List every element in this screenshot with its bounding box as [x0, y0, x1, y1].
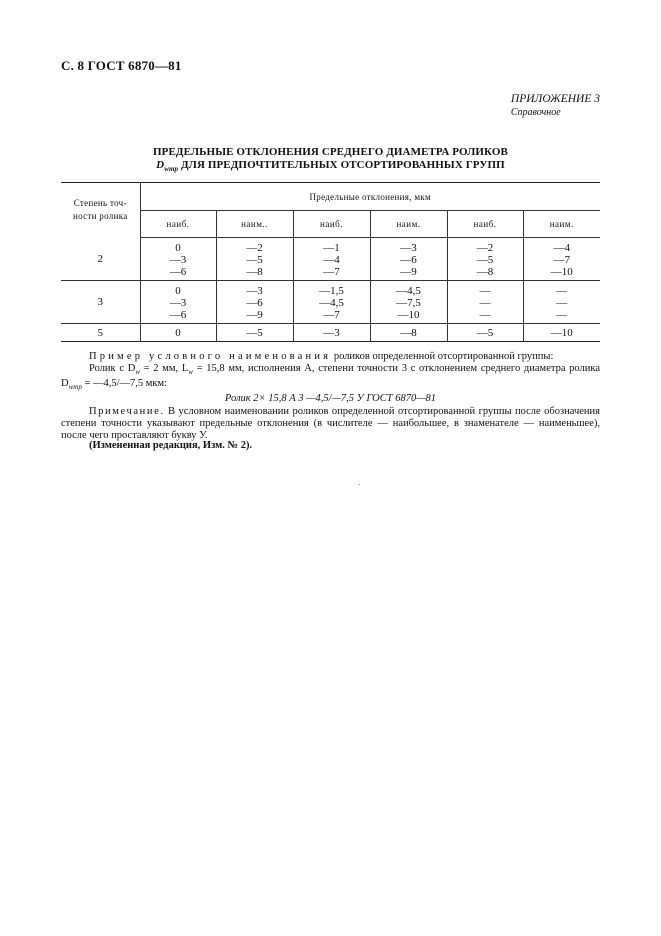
value-cell: —2 —5 —8 — [216, 238, 293, 281]
value-cell: 0 — [140, 324, 216, 342]
value-cell: —5 — [216, 324, 293, 342]
example-body: Ролик с $D_w = 2$ мм, $L_w = 15,8$ мм, исполнения А, степени точности 3 с отклонением среднего диаметра ролика $D_{wmp}$ = —4,5/—7,5 мкм: — [61, 363, 601, 392]
appendix-kind: Справочное — [510, 107, 561, 118]
subheader-max: наиб. — [293, 211, 370, 238]
table-row — [61, 238, 600, 281]
value-cell: — — — — [523, 281, 600, 324]
header-accuracy-class-line2: ности ролика — [72, 211, 128, 222]
example-heading — [61, 351, 600, 363]
header-deviations: Предельные отклонения, мкм — [140, 183, 600, 211]
table-title-line1: ПРЕДЕЛЬНЫЕ ОТКЛОНЕНИЯ СРЕДНЕГО ДИАМЕТРА РОЛИКОВ — [153, 146, 508, 158]
value-cell: —3 —6 —9 — [216, 281, 293, 324]
subheader-min: наим. — [370, 211, 447, 238]
subheader-max: наиб. — [140, 211, 216, 238]
value-cell: —3 — [293, 324, 370, 342]
value-cell: —4 —7 —10 — [523, 238, 600, 281]
table-title-line2-text: ДЛЯ ПРЕДПОЧТИТЕЛЬНЫХ ОТСОРТИРОВАННЫХ ГРУПП — [178, 159, 505, 171]
scan-speck — [359, 484, 360, 485]
accuracy-class-cell: 3 — [61, 281, 140, 324]
example-formula: Ролик 2× 15,8 А 3 —4,5/—7,5 У ГОСТ 6870—81 — [224, 393, 437, 405]
note-section — [61, 406, 600, 442]
subheader-min: наим. — [523, 211, 600, 238]
page-header: С. 8 ГОСТ 6870—81 — [61, 58, 182, 73]
example-section — [61, 351, 600, 405]
value-cell: —8 — [370, 324, 447, 342]
value-cell: 0 —3 —6 — [140, 281, 216, 324]
value-cell: —5 — [447, 324, 523, 342]
value-cell: —2 —5 —8 — [447, 238, 523, 281]
value-cell: —1,5 —4,5 —7 — [293, 281, 370, 324]
example-heading-spaced: Пример условного наименования — [89, 351, 332, 362]
value-cell: —3 —6 —9 — [370, 238, 447, 281]
value-cell: —1 —4 —7 — [293, 238, 370, 281]
example-heading-rest: роликов определенной отсортированной группы: — [331, 351, 554, 362]
appendix-title: ПРИЛОЖЕНИЕ 3 — [510, 93, 600, 105]
accuracy-class-cell: 5 — [61, 324, 140, 342]
value-cell: —10 — [523, 324, 600, 342]
table-title-line2 — [61, 159, 600, 176]
value-cell: 0 —3 —6 — [140, 238, 216, 281]
accuracy-class-cell: 2 — [61, 238, 140, 281]
header-accuracy-class — [61, 183, 140, 238]
diameter-symbol-sub: wmp — [164, 165, 179, 174]
appendix-label — [511, 93, 600, 119]
table-row — [61, 281, 600, 324]
subheader-max: наиб. — [447, 211, 523, 238]
table-row — [61, 324, 600, 342]
table-title — [61, 146, 600, 176]
diameter-symbol: D — [156, 159, 165, 171]
value-cell: — — — — [447, 281, 523, 324]
note-heading: Примечание. — [89, 406, 165, 417]
value-cell: —4,5 —7,5 —10 — [370, 281, 447, 324]
deviations-table — [61, 182, 600, 342]
revision-note: (Измененная редакция, Изм. № 2). — [89, 440, 253, 451]
note-text: В условном наименовании роликов определенной отсортированной группы после обозначения степени точности указывают предельные отклонения (в числителе — наибольшее, в знаменателе — наименьшее), после чего проставляют букву У. — [61, 406, 600, 441]
subheader-min: наим.. — [216, 211, 293, 238]
header-accuracy-class-line1: Степень точ- — [73, 198, 127, 209]
